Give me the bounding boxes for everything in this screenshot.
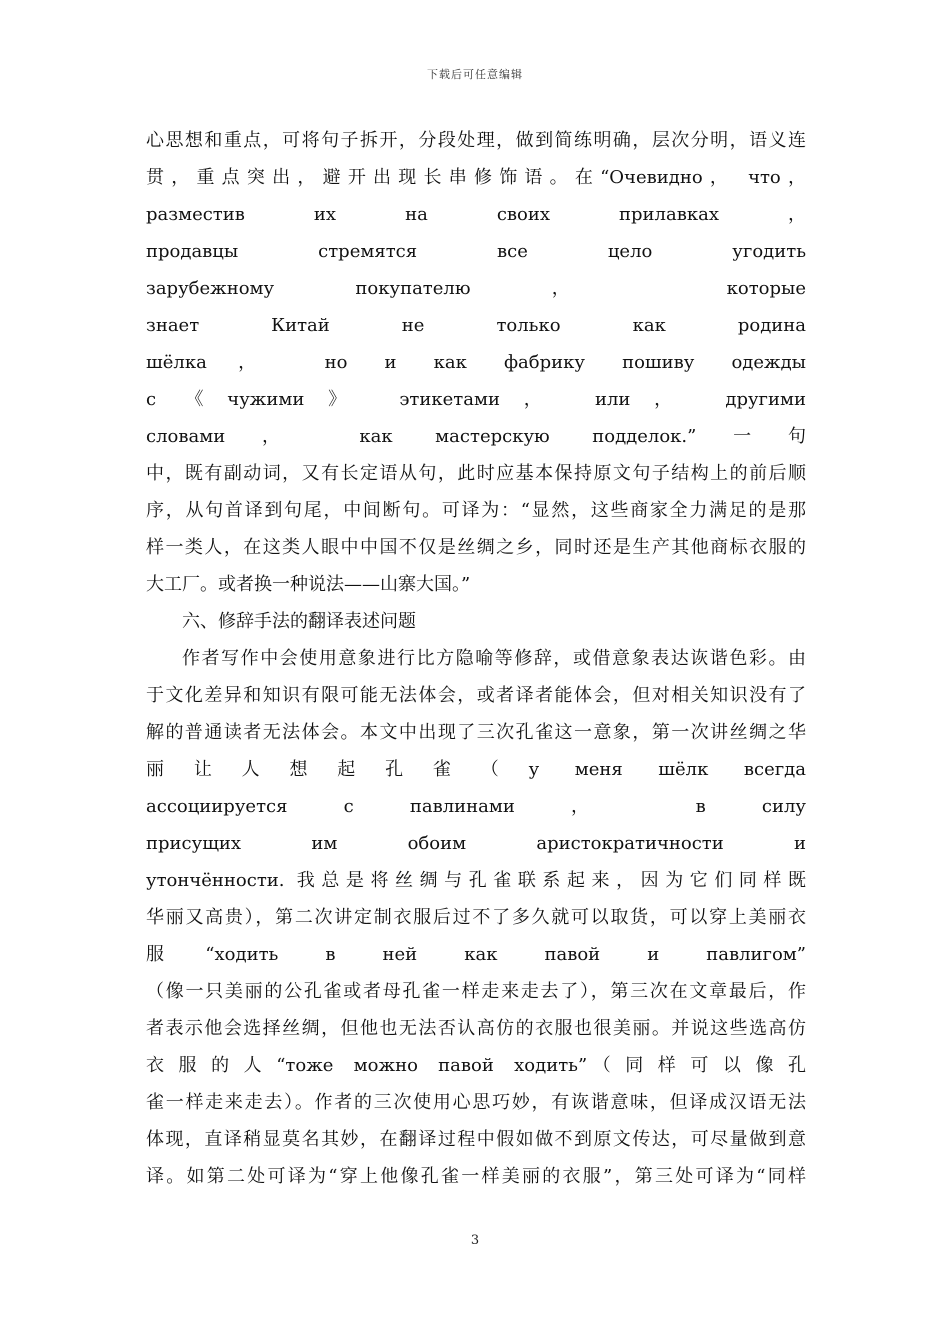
- text-line: 序，从句首译到句尾，中间断句。可译为：“显然，这些商家全力满足的是那: [146, 500, 806, 521]
- text-line: 者表示他会选择丝绸，但他也无法否认高仿的衣服也很美丽。并说这些选高仿: [146, 1018, 806, 1039]
- text-line: с 《чужими》 этикетами， или， другими: [146, 389, 806, 410]
- page-number: 3: [470, 1233, 480, 1248]
- text-line: （像一只美丽的公孔雀或者母孔雀一样走来走去了），第三次在文章最后，作: [146, 981, 806, 1002]
- text-line: ассоциируется с павлинами ， в силу: [146, 796, 806, 817]
- text-line: 解的普通读者无法体会。本文中出现了三次孔雀这一意象，第一次讲丝绸之华: [146, 722, 806, 743]
- text-line: 体现，直译稍显莫名其妙，在翻译过程中假如做不到原文传达，可尽量做到意: [146, 1129, 806, 1150]
- text-line: 贯，重点突出，避开出现长串修饰语。在“Очевидно， что，: [146, 167, 806, 188]
- text-line: 雀一样走来走去）。作者的三次使用心思巧妙，有诙谐意味，但译成汉语无法: [146, 1092, 806, 1113]
- text-line: 衣服的人“тоже можно павой ходить”（同样可以像孔: [146, 1055, 806, 1076]
- text-line: 六、修辞手法的翻译表述问题: [182, 611, 416, 632]
- text-line: присущих им обоим аристократичности и: [146, 833, 806, 854]
- document-body: [146, 122, 806, 1195]
- text-line: 于文化差异和知识有限可能无法体会，或者译者能体会，但对相关知识没有了: [146, 685, 806, 706]
- text-line: знает Китай не только как родина: [146, 315, 806, 336]
- text-line: 大工厂。或者换一种说法——山寨大国。”: [146, 574, 471, 595]
- text-line: 服“ходить в ней как павой и павлигом”: [146, 944, 806, 965]
- text-line: 作者写作中会使用意象进行比方隐喻等修辞，或借意象表达诙谐色彩。由: [182, 648, 806, 669]
- text-line: разместив их на своих прилавках ，: [146, 204, 806, 225]
- page-header: 下载后可任意编辑: [427, 68, 523, 81]
- text-line: 样一类人，在这类人眼中中国不仅是丝绸之乡，同时还是生产其他商标衣服的: [146, 537, 806, 558]
- text-line: 心思想和重点，可将句子拆开，分段处理，做到简练明确，层次分明，语义连: [146, 130, 806, 151]
- text-line: утончённости. 我总是将丝绸与孔雀联系起来，因为它们同样既: [146, 870, 806, 891]
- text-line: зарубежному покупателю ， которые: [146, 278, 806, 299]
- text-line: продавцы стремятся все цело угодить: [146, 241, 806, 262]
- text-line: словами， как мастерскую подделок.”一句: [146, 426, 806, 447]
- text-line: 中，既有副动词，又有长定语从句，此时应基本保持原文句子结构上的前后顺: [146, 463, 806, 484]
- text-line: 译。如第二处可译为“穿上他像孔雀一样美丽的衣服”，第三处可译为“同样: [146, 1166, 806, 1187]
- text-line: 华丽又高贵），第二次讲定制衣服后过不了多久就可以取货，可以穿上美丽衣: [146, 907, 806, 928]
- text-line: шёлка， но и как фабрику пошиву одежды: [146, 352, 806, 373]
- text-line: 丽让人想起孔雀（у меня шёлк всегда: [146, 759, 806, 780]
